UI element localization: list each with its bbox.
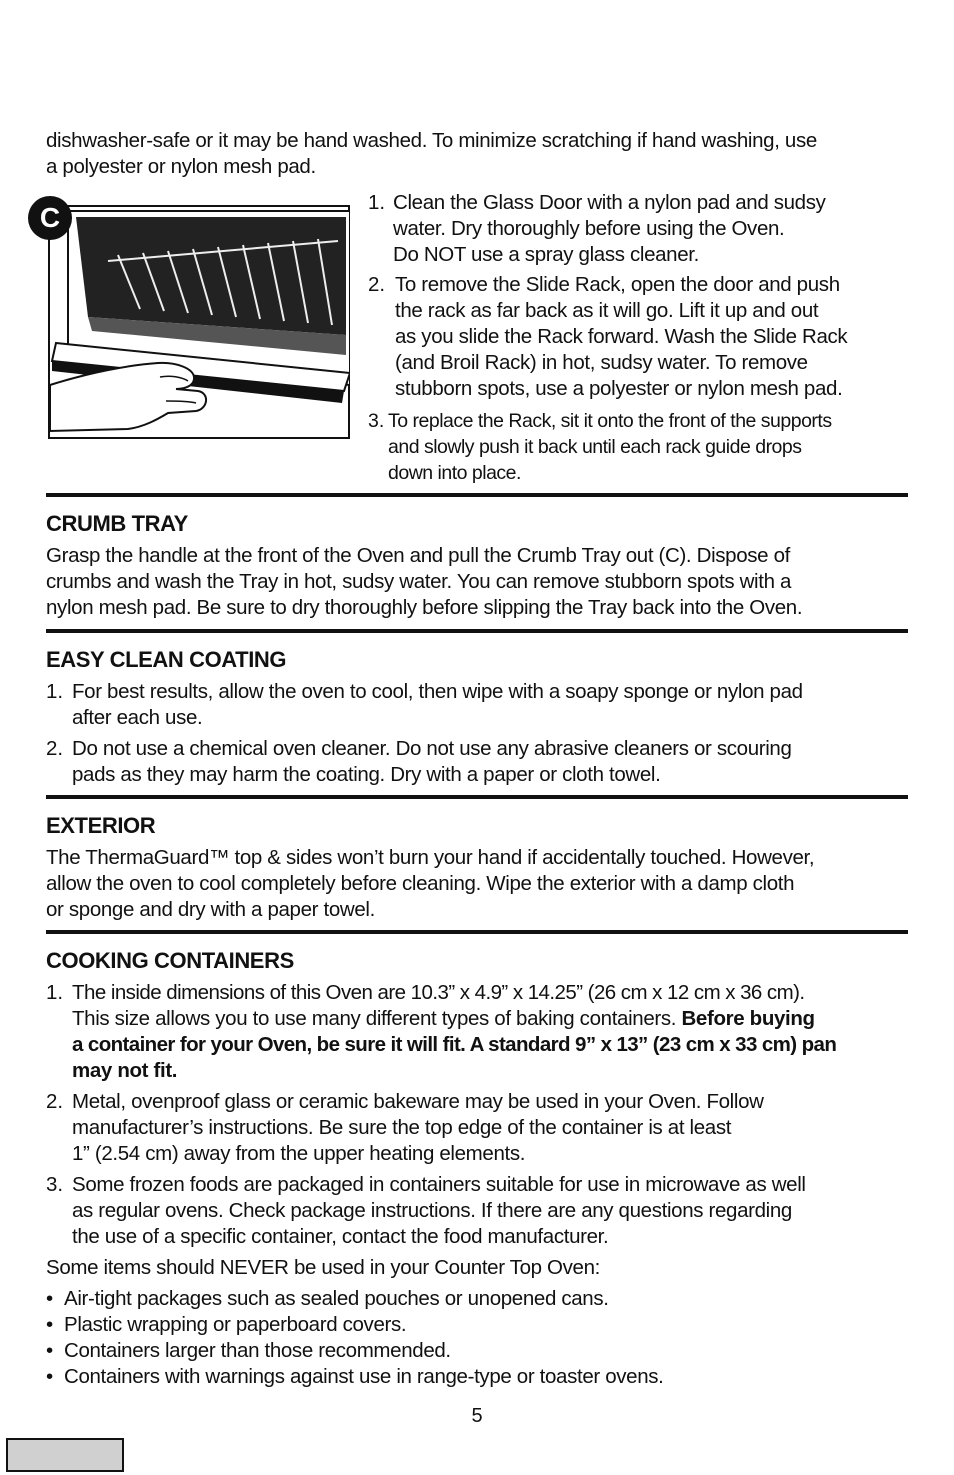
exterior-line-2: allow the oven to cool completely before cleaning. Wipe the exterior with a damp cloth [46,872,795,895]
easy-clean-item-1-number: 1. [46,680,64,703]
crumb-tray-heading: CRUMB TRAY [46,511,188,536]
containers-item-3-line-1: Some frozen foods are packaged in containers suitable for use in microwave as well [72,1173,806,1196]
containers-item-1-line-2-bold: Before buying [681,1007,815,1030]
corner-tab [6,1438,124,1472]
easy-clean-item-2-line-1: Do not use a chemical oven cleaner. Do not use any abrasive cleaners or scouring [72,737,792,760]
door-step-1-number: 1. [368,191,386,214]
containers-item-1-line-4: may not fit. [72,1059,178,1082]
door-step-3-line-2: and slowly push it back until each rack guide drops [388,436,802,458]
section-divider [46,629,908,633]
oven-illustration [48,205,350,439]
exterior-line-3: or sponge and dry with a paper towel. [46,898,375,921]
figure-label-c: C [28,196,72,240]
containers-item-1-line-3: a container for your Oven, be sure it will fit. A standard 9” x 13” (23 cm x 33 cm) pan [72,1033,837,1056]
never-intro: Some items should NEVER be used in your Counter Top Oven: [46,1256,600,1279]
bullet-dot: • [46,1287,54,1310]
section-divider [46,930,908,934]
door-step-3-number: 3. [368,410,385,432]
door-step-1-line-2: water. Dry thoroughly before using the Oven. [393,217,785,240]
exterior-heading: EXTERIOR [46,813,156,838]
easy-clean-item-1-line-2: after each use. [72,706,203,729]
never-bullet-2: Plastic wrapping or paperboard covers. [64,1313,407,1336]
containers-item-2-line-1: Metal, ovenproof glass or ceramic bakeware may be used in your Oven. Follow [72,1090,764,1113]
crumb-tray-line-3: nylon mesh pad. Be sure to dry thoroughly before slipping the Tray back into the Oven. [46,596,803,619]
page-number: 5 [471,1405,483,1427]
door-step-2-line-1: To remove the Slide Rack, open the door and push [395,273,840,296]
door-step-2-line-4: (and Broil Rack) in hot, sudsy water. To remove [395,351,808,374]
never-bullet-3: Containers larger than those recommended. [64,1339,451,1362]
bullet-dot: • [46,1339,54,1362]
door-step-3-line-3: down into place. [388,462,521,484]
intro-line-2: a polyester or nylon mesh pad. [46,155,316,178]
door-step-2-line-2: the rack as far back as it will go. Lift it up and out [395,299,819,322]
section-divider [46,795,908,799]
door-step-2-line-5: stubborn spots, use a polyester or nylon mesh pad. [395,377,843,400]
containers-item-2-line-2: manufacturer’s instructions. Be sure the top edge of the container is at least [72,1116,732,1139]
bullet-dot: • [46,1313,54,1336]
easy-clean-item-2-line-2: pads as they may harm the coating. Dry with a paper or cloth towel. [72,763,661,786]
crumb-tray-line-2: crumbs and wash the Tray in hot, sudsy water. You can remove stubborn spots with a [46,570,792,593]
never-bullet-1: Air-tight packages such as sealed pouches or unopened cans. [64,1287,609,1310]
containers-item-3-number: 3. [46,1173,64,1196]
containers-item-1-line-2 [72,1006,815,1032]
containers-item-1-line-2-plain: This size allows you to use many different types of baking containers. [72,1007,682,1030]
exterior-line-1: The ThermaGuard™ top & sides won’t burn your hand if accidentally touched. However, [46,846,815,869]
door-step-2-line-3: as you slide the Rack forward. Wash the Slide Rack [395,325,848,348]
door-step-2-number: 2. [368,273,386,296]
easy-clean-heading: EASY CLEAN COATING [46,647,287,672]
containers-item-1-line-1: The inside dimensions of this Oven are 10.3” x 4.9” x 14.25” (26 cm x 12 cm x 36 cm). [72,981,805,1004]
easy-clean-item-1-line-1: For best results, allow the oven to cool, then wipe with a soapy sponge or nylon pad [72,680,803,703]
door-step-3-line-1: To replace the Rack, sit it onto the front of the supports [388,410,832,432]
containers-item-1-number: 1. [46,981,64,1004]
containers-item-2-line-3: 1” (2.54 cm) away from the upper heating elements. [72,1142,526,1165]
easy-clean-item-2-number: 2. [46,737,64,760]
door-step-1-line-1: Clean the Glass Door with a nylon pad and sudsy [393,191,826,214]
containers-item-3-line-3: the use of a specific container, contact the food manufacturer. [72,1225,609,1248]
never-bullet-4: Containers with warnings against use in range-type or toaster ovens. [64,1365,664,1388]
oven-crumb-tray-drawing [48,205,350,439]
intro-line-1: dishwasher-safe or it may be hand washed. To minimize scratching if hand washing, use [46,129,817,152]
bullet-dot: • [46,1365,54,1388]
door-step-1-line-3: Do NOT use a spray glass cleaner. [393,243,699,266]
containers-item-3-line-2: as regular ovens. Check package instructions. If there are any questions regarding [72,1199,792,1222]
section-divider [46,493,908,497]
containers-heading: COOKING CONTAINERS [46,948,294,973]
containers-item-2-number: 2. [46,1090,64,1113]
crumb-tray-line-1: Grasp the handle at the front of the Oven and pull the Crumb Tray out (C). Dispose of [46,544,790,567]
